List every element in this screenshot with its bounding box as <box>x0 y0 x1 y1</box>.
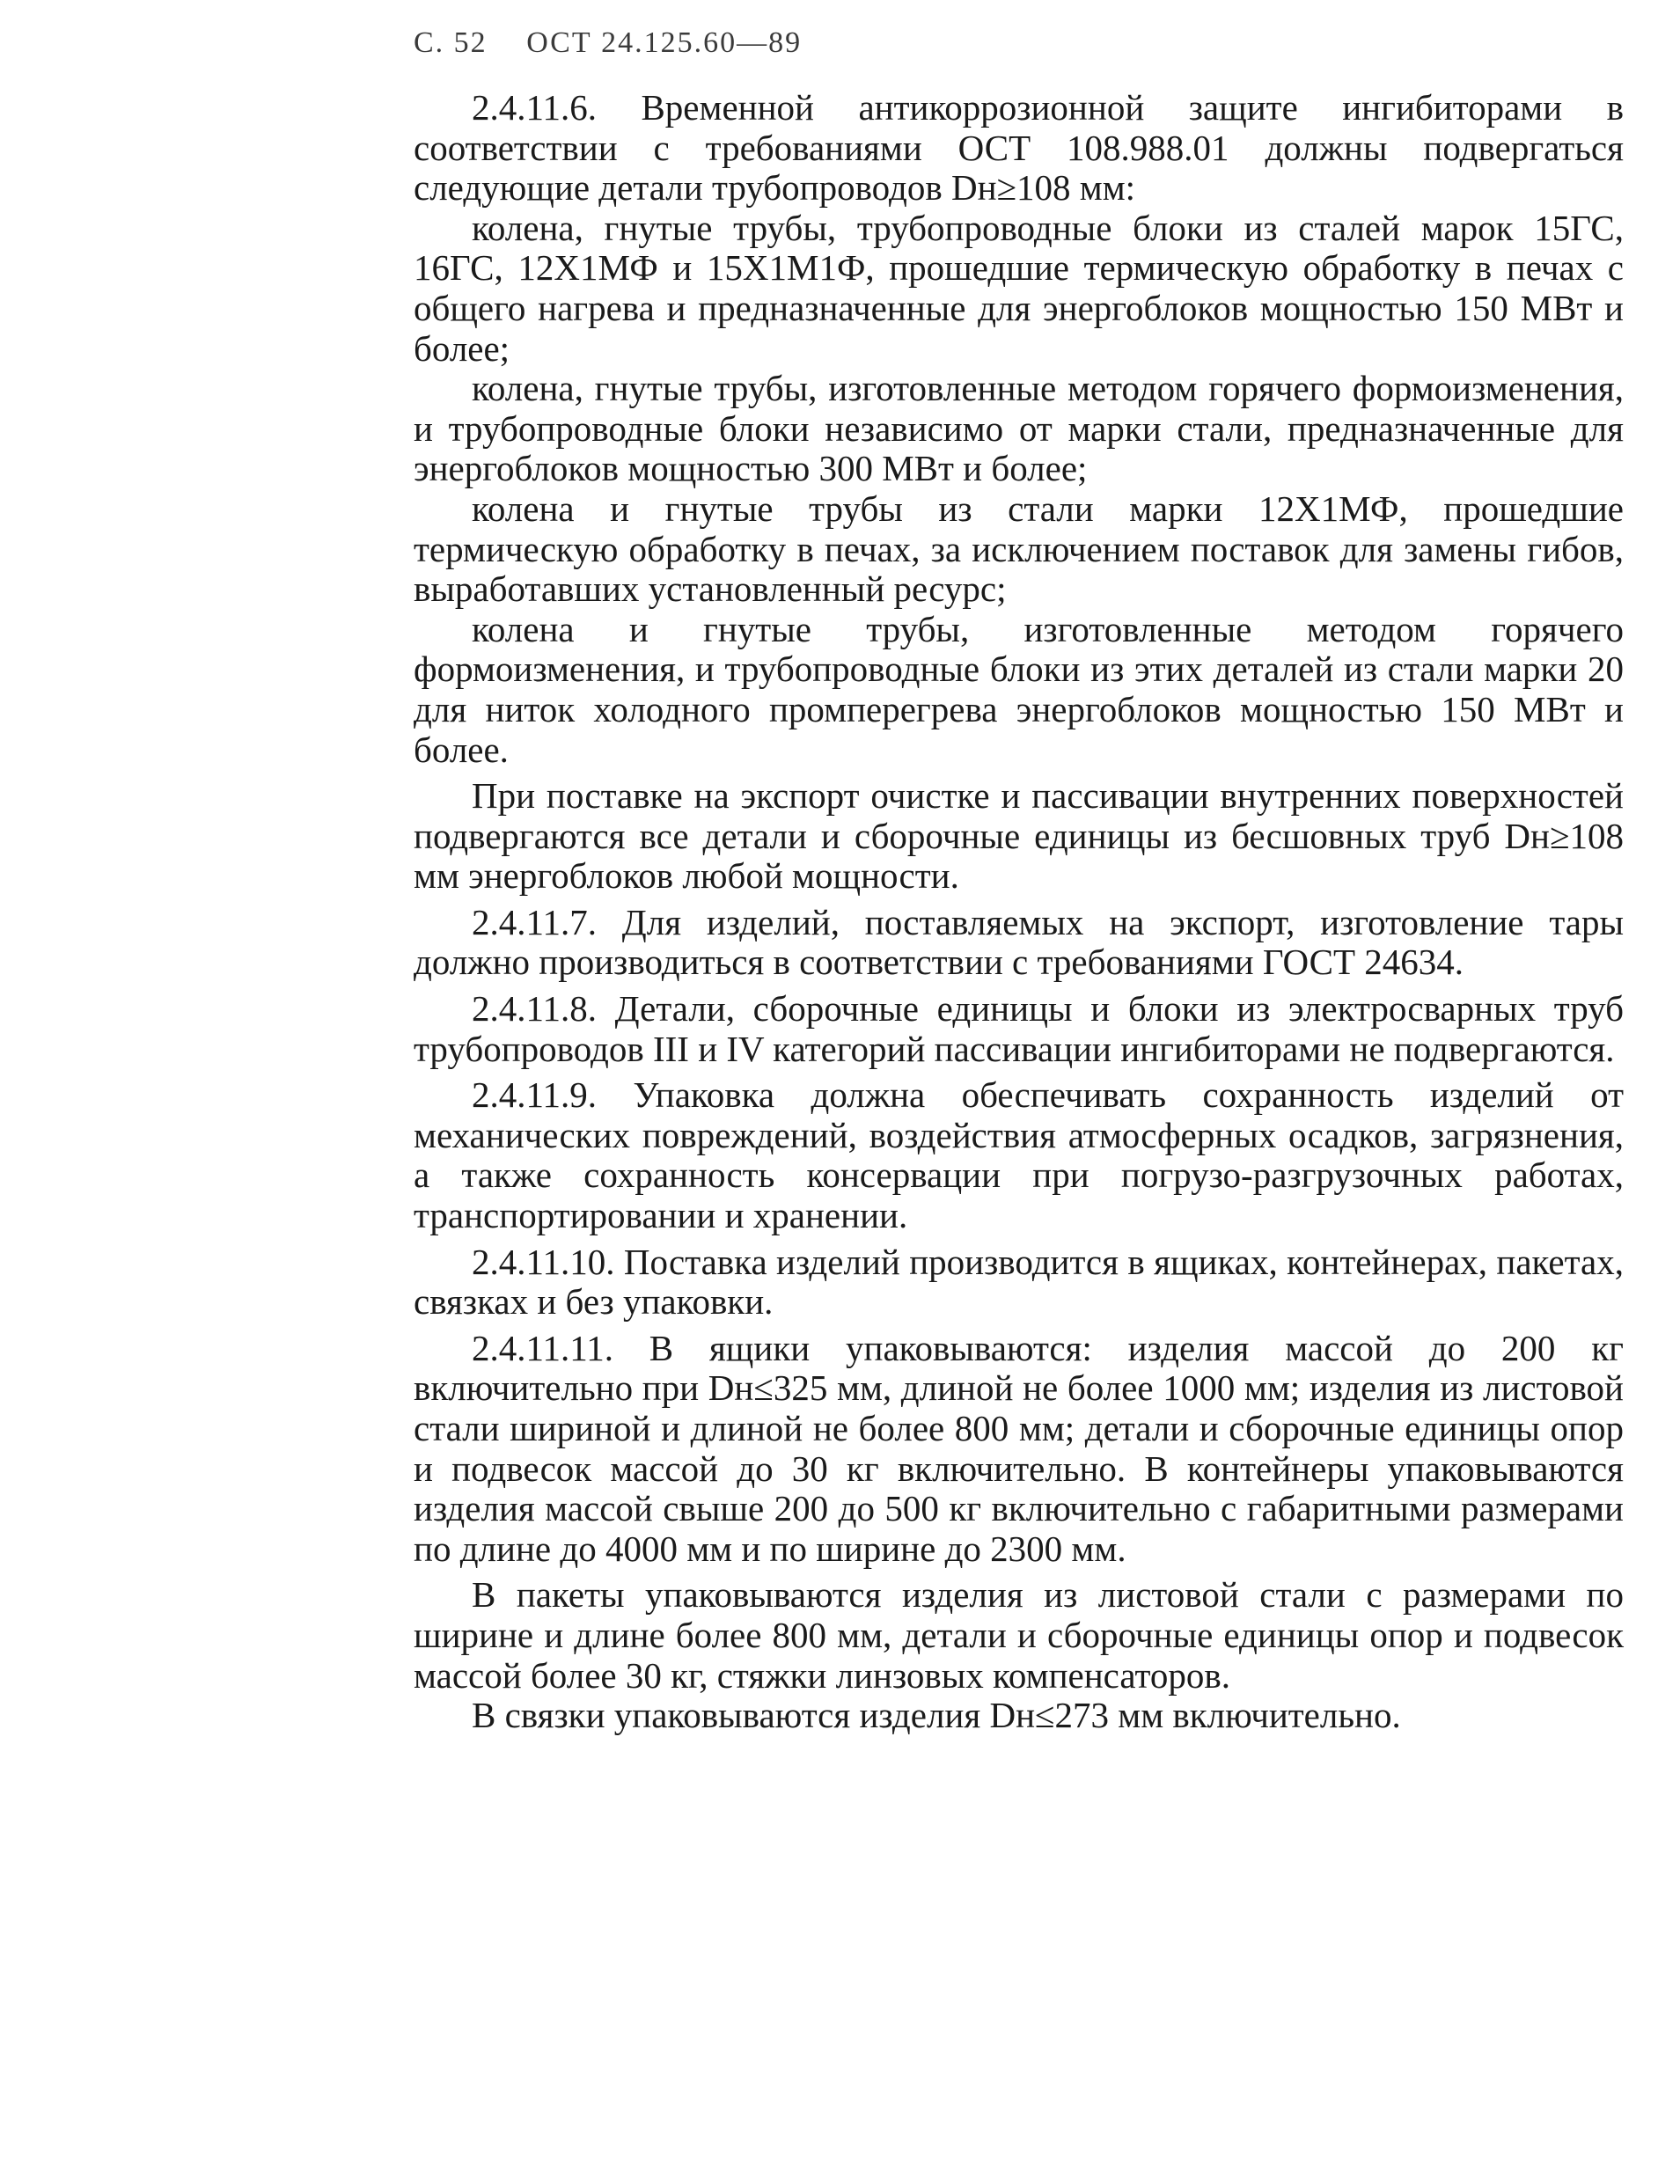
paragraph: 2.4.11.8. Детали, сборочные единицы и блоки из электросварных труб трубопроводов III и IV категорий пассивации ингибиторами не подвергаются. <box>414 988 1624 1069</box>
list-item: колена, гнутые трубы, изготовленные методом горячего формоизменения, и трубопроводные блоки независимо от марки стали, предназначенные для энергоблоков мощностью 300 МВт и более; <box>414 368 1624 489</box>
paragraph: 2.4.11.7. Для изделий, поставляемых на экспорт, изготовление тары должно производиться в соответствии с требованиями ГОСТ 24634. <box>414 901 1624 983</box>
list-item: колена, гнутые трубы, трубопроводные блоки из сталей марок 15ГС, 16ГС, 12Х1МФ и 15Х1М1Ф, прошедшие термическую обработку в печах с общего нагрева и предназначенные для энергоблоков мощностью 150 МВт и более; <box>414 207 1624 369</box>
paragraph: В связки упаковываются изделия Dн≤273 мм включительно. <box>472 1695 1401 1736</box>
paragraph: 2.4.11.9. Упаковка должна обеспечивать сохранность изделий от механических повреждений, воздействия атмосферных осадков, загрязнения, а также сохранность консервации при погрузо-разгрузочных работах, транспортировании и хранении. <box>414 1074 1624 1236</box>
list-item: колена и гнутые трубы, изготовленные методом горячего формоизменения, и трубопроводные блоки из этих деталей из стали марки 20 для ниток холодного промперегрева энергоблоков мощностью 150 МВт и более. <box>414 608 1624 770</box>
paragraph: 2.4.11.6. Временной антикоррозионной защите ингибиторами в соответствии с требованиями ОСТ 108.988.01 должны подвергаться следующие детали трубопроводов Dн≥108 мм: <box>414 87 1624 209</box>
paragraph: 2.4.11.11. В ящики упаковываются: изделия массой до 200 кг включительно при Dн≤325 мм, длиной не более 1000 мм; изделия из листовой стали шириной и длиной не более 800 мм; детали и сборочные единицы опор и подвесок массой до 30 кг включительно. В контейнеры упаковываются изделия массой свыше 200 до 500 кг включительно с габаритными размерами по длине до 4000 мм и по ширине до 2300 мм. <box>414 1327 1624 1569</box>
list-item: колена и гнутые трубы из стали марки 12Х1МФ, прошедшие термическую обработку в печах, за исключением поставок для замены гибов, выработавших установленный ресурс; <box>414 487 1624 610</box>
running-header <box>414 26 832 60</box>
body-text <box>414 88 1624 1742</box>
paragraph: В пакеты упаковываются изделия из листовой стали с размерами по ширине и длине более 800 мм, детали и сборочные единицы опор и подвесок массой более 30 кг, стяжки линзовых компенсаторов. <box>414 1574 1624 1696</box>
page-number: С. 52 <box>414 26 488 59</box>
standard-designation: ОСТ 24.125.60—89 <box>526 26 803 59</box>
paragraph: При поставке на экспорт очистке и пассивации внутренних поверхностей подвергаются все детали и сборочные единицы из бесшовных труб Dн≥108 мм энергоблоков любой мощности. <box>414 775 1624 897</box>
paragraph: 2.4.11.10. Поставка изделий производится в ящиках, контейнерах, пакетах, связках и без упаковки. <box>414 1241 1624 1323</box>
